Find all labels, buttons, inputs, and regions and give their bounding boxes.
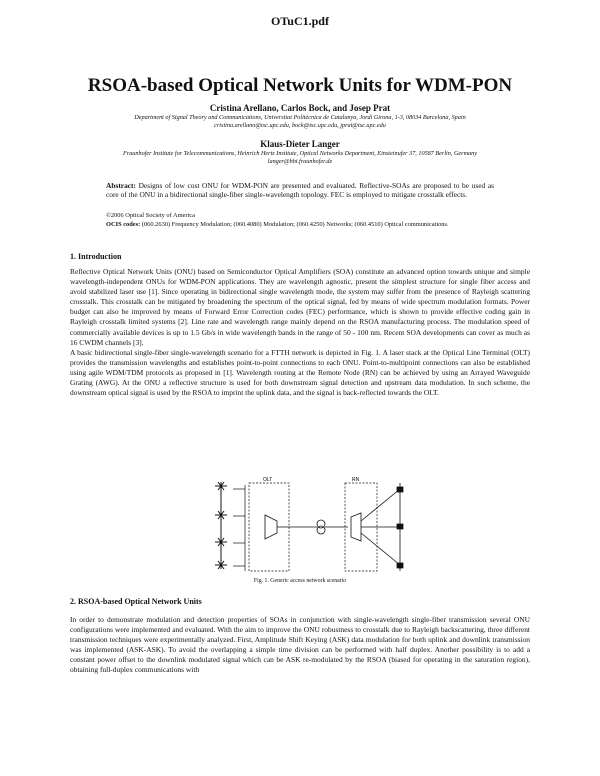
- affiliation-2-email: langer@hhi.fraunhofer.de: [267, 158, 333, 165]
- affiliation-1-line: Department of Signal Theory and Communications, Universitat Politècnica de Catalunya, Jordi Girona, 1-3, 08034 Barcelona, Spain: [134, 114, 466, 121]
- affiliation-1-emails: cristina.arellano@tsc.upc.edu, bock@tsc.upc.edu, jprat@tsc.upc.edu: [214, 122, 386, 129]
- olt-awg-icon: [265, 515, 277, 539]
- author-list: Cristina Arellano, Carlos Bock, and Josep Prat: [209, 103, 391, 113]
- section-2-paragraph: In order to demonstrate modulation and detection properties of SOAs in conjunction with single-wavelength single-fiber transmission several ONU configurations were implemented and evaluated. With the aim to improve the ONU robustness to crosstalk due to Rayleigh backscattering, three different transmission techniques were experimentally analyzed. First, Amplitude Shift Keying (ASK) data modulation for both uplink and downlink transmission was implemented (ASK-ASK). To avoid the overlapping a simple time division can be performed with half duplex. Another possibility is to add a constant power offset to the downlink modulated signal which can be ASK re-modulated by the RSOA (biased for operating in the saturation region), obtaining full-duplex communications with: [70, 615, 530, 675]
- paper-title: RSOA-based Optical Network Units for WDM-PON: [87, 75, 513, 96]
- affiliation-2-line: Fraunhofer Institute for Telecommunications, Heinrich Hertz Institute, Optical Networks Department, Einsteinufer 37, 10587 Berlin, Germany: [123, 150, 477, 157]
- abstract-text: Designs of low cost ONU for WDM-PON are presented and evaluated. Reflective-SOAs are proposed to be used as core of the ONU in a bidirectional single-fiber single-wavelength topology. FEC is employed to mitigate crosstalk effects.: [106, 181, 494, 200]
- section-1-paragraph: Reflective Optical Network Units (ONU) based on Semiconductor Optical Amplifiers (SOA) constitute an advanced option towards unique and simple wavelength-independent ONUs for WDM-PON applications. They are wavelength agnostic, present the simplest structure for single fiber access and avoid stabilized laser use [1]. Since operating in bidirectional single wavelength mode, the system may suffer from the presence of Rayleigh scattering crosstalk. This crosstalk can be mitigated by broadening the spectrum of the optical signal, fed by means of wide spectrum modulation formats. Power budget can also be improved by means of Forward Error Correction codes (FEC) performance, which is shown to provide effective coding gain in Rayleigh crosstalk limited systems [2]. Line rate and wavelength range mainly depend on the RSOA manufacturing process. The modulation speed of commercially available devices is up to 1.5 Gb/s in wide wavelength bands in the range of 50 - 100 nm. Recent SOA developments can cover as much as 16 CWDM channels [3].: [70, 267, 530, 347]
- rn-label: RN: [352, 477, 360, 483]
- network-scenario-figure: [205, 477, 420, 577]
- section-2-body: [70, 615, 530, 676]
- section-1-heading: 1. Introduction: [70, 252, 122, 261]
- section-1-paragraph: A basic bidirectional single-fiber single-wavelength scenario for a FTTH network is depicted in Fig. 1. A laser stack at the Optical Line Terminal (OLT) provides the transmission wavelengths and establishes point-to-point connections to each ONU. Point-to-multipoint connections can also be established using agile WDM/TDM protocols as proposed in [1]. Wavelength routing at the Remote Node (RN) can be achieved by using an Arrayed Waveguide Grating (AWG). At the ONU a reflective structure is used for both downstream signal detection and upstream data modulation. In such scheme, the downstream optical signal is used by the RSOA to imprint the uplink data, and the signal is back-reflected towards the OLT.: [70, 347, 530, 398]
- fiber-spool-icon: [277, 520, 348, 534]
- running-header: OTuC1.pdf: [271, 14, 329, 28]
- ocis-label: OCIS codes:: [106, 221, 141, 228]
- section-1-body: [70, 267, 530, 398]
- right-onu-column: [361, 483, 403, 571]
- figure-caption: Fig. 1. Generic access network scenario: [253, 578, 347, 584]
- section-2-heading: 2. RSOA-based Optical Network Units: [70, 597, 202, 606]
- affiliation-1: [60, 114, 540, 130]
- ocis-text: (060.2630) Frequency Modulation; (060.4080) Modulation; (060.4250) Networks; (060.4510) Optical communications.: [140, 221, 449, 228]
- abstract-label: Abstract:: [106, 181, 136, 190]
- rn-awg-icon: [351, 513, 361, 541]
- author-2: Klaus-Dieter Langer: [260, 139, 340, 149]
- affiliation-2: [60, 150, 540, 166]
- copyright-line: ©2006 Optical Society of America: [106, 212, 195, 219]
- ocis-codes: [106, 221, 494, 230]
- abstract: [106, 181, 494, 199]
- olt-label: OLT: [263, 477, 273, 483]
- connectors: [233, 485, 245, 571]
- onu-column: [215, 482, 227, 569]
